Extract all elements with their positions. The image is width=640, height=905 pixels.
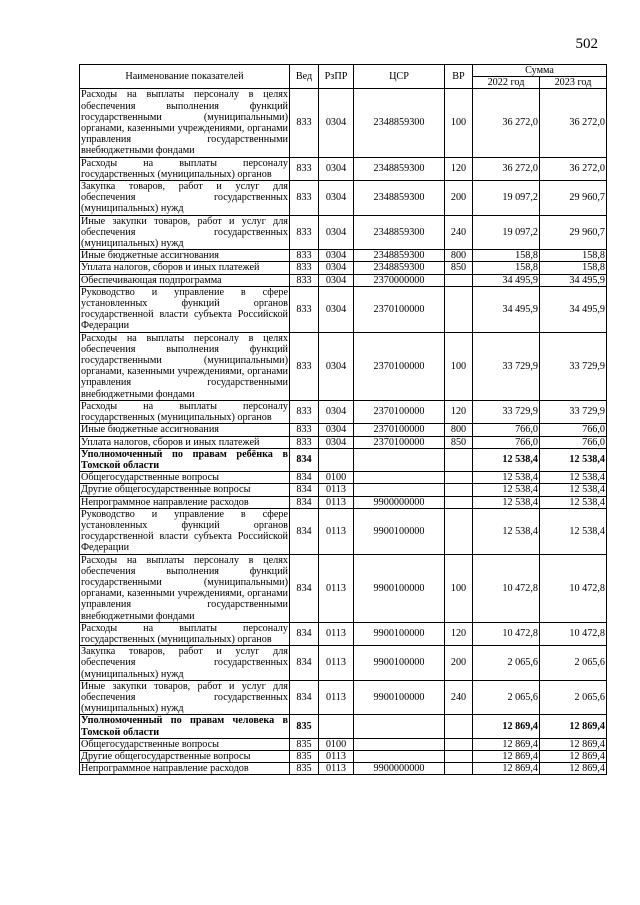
cell-name: Расходы на выплаты персоналу государственных (муниципальных) органов bbox=[81, 622, 288, 645]
cell-2023: 12 869,4 bbox=[540, 715, 607, 738]
cell-2022: 2 065,6 bbox=[473, 646, 540, 681]
cell-name: Расходы на выплаты персоналу государственных (муниципальных) органов bbox=[81, 157, 288, 180]
cell-2023: 36 272,0 bbox=[540, 157, 607, 180]
table-row bbox=[80, 715, 607, 738]
cell-rzpr: 0113 bbox=[319, 646, 354, 681]
cell-2022: 12 538,4 bbox=[473, 496, 540, 508]
cell-ved: 834 bbox=[290, 484, 319, 496]
table-row bbox=[80, 448, 607, 471]
cell-csr: 2370100000 bbox=[354, 286, 445, 332]
table-row bbox=[80, 215, 607, 250]
cell-vr: 800 bbox=[445, 424, 473, 436]
cell-ved: 834 bbox=[290, 622, 319, 645]
table-row bbox=[80, 554, 607, 622]
cell-csr bbox=[354, 715, 445, 738]
cell-rzpr: 0304 bbox=[319, 274, 354, 286]
cell-ved: 835 bbox=[290, 738, 319, 750]
cell-2023: 10 472,8 bbox=[540, 554, 607, 622]
cell-2022: 12 869,4 bbox=[473, 750, 540, 762]
cell-rzpr: 0304 bbox=[319, 250, 354, 262]
cell-rzpr: 0100 bbox=[319, 738, 354, 750]
cell-name: Расходы на выплаты персоналу в целях обеспечения выполнения функций государственными (муниципальными) органами, казенными учреждениями, органами управления государственными внебюджетными фондами bbox=[81, 332, 288, 400]
cell-ved: 834 bbox=[290, 508, 319, 554]
cell-name: Руководство и управление в сфере установленных функций органов государственной власти субъекта Российской Федерации bbox=[81, 508, 288, 554]
cell-name: Уплата налогов, сборов и иных платежей bbox=[80, 262, 290, 274]
cell-csr: 9900100000 bbox=[354, 554, 445, 622]
table-row bbox=[80, 680, 607, 715]
cell-csr bbox=[354, 484, 445, 496]
cell-vr: 200 bbox=[445, 181, 473, 216]
cell-2022: 19 097,2 bbox=[473, 181, 540, 216]
cell-vr: 100 bbox=[445, 554, 473, 622]
header-csr: ЦСР bbox=[354, 65, 445, 89]
cell-csr: 2370100000 bbox=[354, 400, 445, 423]
cell-csr: 2348859300 bbox=[354, 250, 445, 262]
cell-vr: 100 bbox=[445, 332, 473, 400]
cell-2023: 34 495,9 bbox=[540, 286, 607, 332]
header-year-2022: 2022 год bbox=[473, 77, 540, 89]
cell-ved: 834 bbox=[290, 448, 319, 471]
cell-2022: 36 272,0 bbox=[473, 89, 540, 157]
cell-name: Обеспечивающая подпрограмма bbox=[80, 274, 290, 286]
cell-name: Расходы на выплаты персоналу в целях обеспечения выполнения функций государственными (муниципальными) органами, казенными учреждениями, органами управления государственными внебюджетными фондами bbox=[81, 89, 288, 157]
cell-csr bbox=[354, 738, 445, 750]
cell-name: Иные бюджетные ассигнования bbox=[80, 250, 290, 262]
cell-rzpr: 0304 bbox=[319, 286, 354, 332]
cell-vr bbox=[445, 738, 473, 750]
cell-2023: 766,0 bbox=[540, 424, 607, 436]
cell-csr: 9900000000 bbox=[354, 763, 445, 775]
cell-name: Иные закупки товаров, работ и услуг для обеспечения государственных (муниципальных) нужд bbox=[81, 680, 288, 715]
table-row bbox=[80, 89, 607, 157]
cell-2022: 12 869,4 bbox=[473, 715, 540, 738]
cell-2022: 34 495,9 bbox=[473, 286, 540, 332]
cell-ved: 833 bbox=[290, 436, 319, 448]
cell-ved: 834 bbox=[290, 472, 319, 484]
header-vr: ВР bbox=[445, 65, 473, 89]
table-row bbox=[80, 763, 607, 775]
cell-csr: 2370100000 bbox=[354, 332, 445, 400]
cell-2023: 12 538,4 bbox=[540, 508, 607, 554]
cell-vr: 800 bbox=[445, 250, 473, 262]
cell-2023: 12 869,4 bbox=[540, 750, 607, 762]
cell-rzpr: 0304 bbox=[319, 181, 354, 216]
header-sum: Сумма bbox=[473, 65, 607, 77]
cell-vr bbox=[445, 448, 473, 471]
cell-2023: 12 538,4 bbox=[540, 496, 607, 508]
cell-vr: 120 bbox=[445, 157, 473, 180]
cell-rzpr: 0304 bbox=[319, 157, 354, 180]
cell-rzpr: 0304 bbox=[319, 215, 354, 250]
cell-csr bbox=[354, 472, 445, 484]
header-rzpr: РзПР bbox=[319, 65, 354, 89]
cell-ved: 835 bbox=[290, 763, 319, 775]
table-row bbox=[80, 750, 607, 762]
cell-name: Другие общегосударственные вопросы bbox=[80, 484, 290, 496]
table-row bbox=[80, 738, 607, 750]
cell-vr: 200 bbox=[445, 646, 473, 681]
table-row bbox=[80, 436, 607, 448]
cell-vr bbox=[445, 286, 473, 332]
cell-2023: 2 065,6 bbox=[540, 680, 607, 715]
cell-2022: 158,8 bbox=[473, 250, 540, 262]
cell-name: Закупка товаров, работ и услуг для обеспечения государственных (муниципальных) нужд bbox=[81, 646, 288, 680]
cell-rzpr: 0304 bbox=[319, 262, 354, 274]
table-row bbox=[80, 400, 607, 423]
cell-csr: 2348859300 bbox=[354, 157, 445, 180]
cell-ved: 833 bbox=[290, 89, 319, 157]
cell-csr bbox=[354, 448, 445, 471]
header-year-2023: 2023 год bbox=[540, 77, 607, 89]
cell-ved: 833 bbox=[290, 262, 319, 274]
cell-csr: 2370000000 bbox=[354, 274, 445, 286]
cell-csr: 9900100000 bbox=[354, 646, 445, 681]
cell-2023: 10 472,8 bbox=[540, 622, 607, 645]
cell-vr: 850 bbox=[445, 262, 473, 274]
cell-rzpr bbox=[319, 448, 354, 471]
cell-vr: 240 bbox=[445, 680, 473, 715]
cell-vr bbox=[445, 274, 473, 286]
cell-ved: 833 bbox=[290, 286, 319, 332]
cell-name: Закупка товаров, работ и услуг для обеспечения государственных (муниципальных) нужд bbox=[81, 181, 288, 215]
cell-rzpr: 0304 bbox=[319, 424, 354, 436]
cell-name: Уполномоченный по правам ребёнка в Томской области bbox=[81, 448, 288, 471]
cell-name: Уплата налогов, сборов и иных платежей bbox=[80, 436, 290, 448]
cell-csr: 9900100000 bbox=[354, 622, 445, 645]
cell-vr bbox=[445, 484, 473, 496]
cell-vr: 120 bbox=[445, 622, 473, 645]
cell-rzpr: 0113 bbox=[319, 508, 354, 554]
table-row bbox=[80, 646, 607, 681]
cell-name: Руководство и управление в сфере установленных функций органов государственной власти субъекта Российской Федерации bbox=[81, 286, 288, 332]
cell-ved: 835 bbox=[290, 715, 319, 738]
cell-2022: 12 869,4 bbox=[473, 763, 540, 775]
cell-2023: 12 538,4 bbox=[540, 472, 607, 484]
cell-name: Расходы на выплаты персоналу государственных (муниципальных) органов bbox=[81, 400, 288, 424]
cell-2023: 29 960,7 bbox=[540, 181, 607, 216]
cell-csr: 2348859300 bbox=[354, 181, 445, 216]
cell-2022: 12 538,4 bbox=[473, 484, 540, 496]
cell-2022: 766,0 bbox=[473, 436, 540, 448]
cell-rzpr: 0304 bbox=[319, 332, 354, 400]
cell-2023: 12 538,4 bbox=[540, 448, 607, 471]
cell-csr: 2370100000 bbox=[354, 424, 445, 436]
cell-csr: 2348859300 bbox=[354, 89, 445, 157]
table-row bbox=[80, 484, 607, 496]
cell-2022: 34 495,9 bbox=[473, 274, 540, 286]
cell-2023: 12 869,4 bbox=[540, 738, 607, 750]
cell-name: Уполномоченный по правам человека в Томской области bbox=[81, 715, 288, 738]
table-row bbox=[80, 508, 607, 554]
cell-2022: 33 729,9 bbox=[473, 400, 540, 423]
cell-ved: 834 bbox=[290, 646, 319, 681]
page-number: 502 bbox=[575, 36, 598, 52]
cell-2023: 29 960,7 bbox=[540, 215, 607, 250]
cell-ved: 834 bbox=[290, 680, 319, 715]
cell-vr bbox=[445, 472, 473, 484]
cell-rzpr: 0113 bbox=[319, 554, 354, 622]
cell-rzpr: 0113 bbox=[319, 750, 354, 762]
cell-vr bbox=[445, 508, 473, 554]
cell-2023: 34 495,9 bbox=[540, 274, 607, 286]
cell-vr bbox=[445, 750, 473, 762]
cell-csr: 9900100000 bbox=[354, 680, 445, 715]
cell-rzpr: 0113 bbox=[319, 622, 354, 645]
cell-2023: 158,8 bbox=[540, 250, 607, 262]
cell-ved: 833 bbox=[290, 181, 319, 216]
cell-vr bbox=[445, 496, 473, 508]
header-name: Наименование показателей bbox=[80, 65, 290, 89]
cell-2023: 36 272,0 bbox=[540, 89, 607, 157]
table-row bbox=[80, 622, 607, 645]
cell-2022: 158,8 bbox=[473, 262, 540, 274]
cell-name: Иные бюджетные ассигнования bbox=[80, 424, 290, 436]
table-body bbox=[80, 89, 607, 775]
cell-csr: 9900000000 bbox=[354, 496, 445, 508]
cell-ved: 833 bbox=[290, 250, 319, 262]
budget-table bbox=[79, 64, 607, 775]
cell-name: Расходы на выплаты персоналу в целях обеспечения выполнения функций государственными (муниципальными) органами, казенными учреждениями, органами управления государственными внебюджетными фондами bbox=[81, 554, 288, 622]
cell-2022: 19 097,2 bbox=[473, 215, 540, 250]
cell-2023: 766,0 bbox=[540, 436, 607, 448]
table-row bbox=[80, 181, 607, 216]
cell-2022: 12 869,4 bbox=[473, 738, 540, 750]
cell-2023: 158,8 bbox=[540, 262, 607, 274]
cell-2022: 12 538,4 bbox=[473, 472, 540, 484]
table-row bbox=[80, 332, 607, 400]
cell-rzpr: 0113 bbox=[319, 496, 354, 508]
cell-2022: 33 729,9 bbox=[473, 332, 540, 400]
cell-name: Непрограммное направление расходов bbox=[80, 763, 290, 775]
cell-2022: 12 538,4 bbox=[473, 448, 540, 471]
cell-rzpr: 0113 bbox=[319, 763, 354, 775]
cell-2023: 12 538,4 bbox=[540, 484, 607, 496]
table-row bbox=[80, 274, 607, 286]
cell-ved: 835 bbox=[290, 750, 319, 762]
cell-vr: 120 bbox=[445, 400, 473, 423]
cell-csr bbox=[354, 750, 445, 762]
cell-rzpr: 0113 bbox=[319, 680, 354, 715]
cell-ved: 833 bbox=[290, 332, 319, 400]
cell-ved: 833 bbox=[290, 157, 319, 180]
cell-vr bbox=[445, 763, 473, 775]
cell-ved: 833 bbox=[290, 424, 319, 436]
cell-csr: 9900100000 bbox=[354, 508, 445, 554]
cell-vr: 240 bbox=[445, 215, 473, 250]
cell-2022: 12 538,4 bbox=[473, 508, 540, 554]
cell-vr: 100 bbox=[445, 89, 473, 157]
cell-ved: 834 bbox=[290, 496, 319, 508]
table-row bbox=[80, 472, 607, 484]
table-row bbox=[80, 286, 607, 332]
cell-csr: 2348859300 bbox=[354, 262, 445, 274]
cell-rzpr: 0100 bbox=[319, 472, 354, 484]
cell-name: Общегосударственные вопросы bbox=[80, 738, 290, 750]
table-row bbox=[80, 157, 607, 180]
table-row bbox=[80, 262, 607, 274]
cell-name: Иные закупки товаров, работ и услуг для обеспечения государственных (муниципальных) нужд bbox=[81, 215, 288, 250]
table-row bbox=[80, 496, 607, 508]
cell-rzpr: 0113 bbox=[319, 484, 354, 496]
cell-name: Общегосударственные вопросы bbox=[80, 472, 290, 484]
cell-ved: 833 bbox=[290, 215, 319, 250]
cell-name: Непрограммное направление расходов bbox=[80, 496, 290, 508]
cell-2023: 12 869,4 bbox=[540, 763, 607, 775]
cell-csr: 2348859300 bbox=[354, 215, 445, 250]
cell-2022: 766,0 bbox=[473, 424, 540, 436]
cell-2023: 33 729,9 bbox=[540, 332, 607, 400]
cell-rzpr bbox=[319, 715, 354, 738]
cell-2023: 2 065,6 bbox=[540, 646, 607, 681]
cell-name: Другие общегосударственные вопросы bbox=[80, 750, 290, 762]
table-row bbox=[80, 424, 607, 436]
cell-ved: 834 bbox=[290, 554, 319, 622]
cell-rzpr: 0304 bbox=[319, 89, 354, 157]
cell-vr bbox=[445, 715, 473, 738]
cell-2022: 10 472,8 bbox=[473, 622, 540, 645]
cell-2022: 36 272,0 bbox=[473, 157, 540, 180]
cell-vr: 850 bbox=[445, 436, 473, 448]
cell-csr: 2370100000 bbox=[354, 436, 445, 448]
cell-2022: 10 472,8 bbox=[473, 554, 540, 622]
cell-rzpr: 0304 bbox=[319, 400, 354, 423]
cell-ved: 833 bbox=[290, 400, 319, 423]
table-row bbox=[80, 250, 607, 262]
cell-2022: 2 065,6 bbox=[473, 680, 540, 715]
header-ved: Вед bbox=[290, 65, 319, 89]
cell-rzpr: 0304 bbox=[319, 436, 354, 448]
cell-ved: 833 bbox=[290, 274, 319, 286]
cell-2023: 33 729,9 bbox=[540, 400, 607, 423]
